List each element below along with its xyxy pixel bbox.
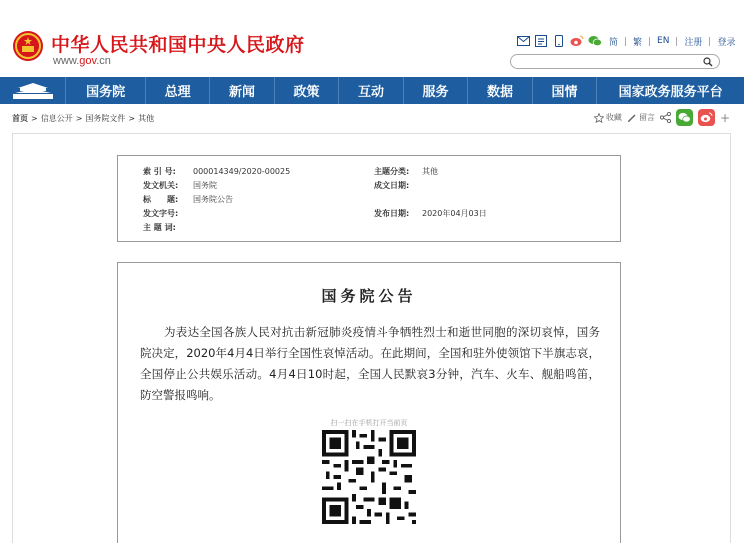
rss-icon[interactable] <box>534 35 548 47</box>
breadcrumb-separator: > <box>31 114 38 123</box>
site-url-cn: cn <box>99 55 111 67</box>
wechat-icon[interactable] <box>588 35 602 47</box>
nav-item-national-info[interactable]: 国情 <box>533 77 597 104</box>
nav-item-interaction[interactable]: 互动 <box>339 77 403 104</box>
search-icon[interactable] <box>703 57 713 67</box>
site-title[interactable]: 中华人民共和国中央人民政府 <box>51 34 305 56</box>
meta-title-label: 标 题: <box>143 195 179 204</box>
site-url-www: www. <box>53 55 80 67</box>
qr-code[interactable] <box>322 430 416 524</box>
mail-icon[interactable] <box>516 35 530 47</box>
favorite-button[interactable] <box>594 112 622 123</box>
lang-english-link[interactable]: EN <box>657 36 670 46</box>
share-weibo-button[interactable] <box>698 109 715 126</box>
search-bar <box>510 54 720 69</box>
favorite-label: 收藏 <box>605 113 622 122</box>
toolbar-divider <box>709 37 710 46</box>
meta-topic-label: 主题分类: <box>374 167 410 176</box>
meta-topic-value: 其他 <box>422 167 438 176</box>
article-body: 为表达全国各族人民对抗击新冠肺炎疫情斗争牺牲烈士和逝世同胞的深切哀悼，国务院决定，2020年4月4日举行全国性哀悼活动。在此期间，全国和驻外使领馆下半旗志哀，全国停止公共娱乐活动。4月4日10时起，全国人民默哀3分钟，汽车、火车、舰船鸣笛，防空警报鸣响。 <box>140 325 600 402</box>
meta-doc-no-label: 发文字号: <box>143 209 179 218</box>
wechat-icon <box>678 112 691 123</box>
article-title: 国务院公告 <box>321 287 417 305</box>
meta-topic-row <box>374 166 438 177</box>
search-input[interactable] <box>519 57 699 70</box>
breadcrumb-separator: > <box>75 114 83 123</box>
tiananmen-icon <box>10 82 56 100</box>
more-share-icon[interactable]: + <box>719 110 730 125</box>
lang-traditional-link[interactable]: 繁 <box>633 37 643 48</box>
share-icon[interactable] <box>660 112 671 123</box>
mobile-icon[interactable] <box>552 35 566 47</box>
weibo-icon[interactable] <box>570 35 584 47</box>
nav-item-policy[interactable]: 政策 <box>275 77 339 104</box>
meta-subject-label: 主 题 词: <box>143 223 176 232</box>
nav-item-news[interactable]: 新闻 <box>210 77 274 104</box>
toolbar-divider <box>649 37 650 46</box>
meta-issuer-label: 发文机关: <box>143 181 179 190</box>
site-url-gov: gov <box>79 55 97 67</box>
header-toolbar <box>516 34 738 48</box>
page-actions <box>594 109 730 126</box>
meta-doc-no-row <box>143 208 191 219</box>
breadcrumb <box>12 113 154 124</box>
meta-title-value: 国务院公告 <box>193 195 233 204</box>
site-header <box>0 0 744 76</box>
nav-item-data[interactable]: 数据 <box>468 77 532 104</box>
pencil-icon <box>627 113 637 123</box>
toolbar-divider <box>676 37 677 46</box>
national-emblem-icon[interactable] <box>12 30 44 62</box>
breadcrumb-other: 其他 <box>138 114 155 123</box>
meta-issuer-value: 国务院 <box>193 181 217 190</box>
nav-item-service[interactable]: 服务 <box>404 77 468 104</box>
breadcrumb-home[interactable]: 首页 <box>12 114 28 123</box>
meta-date-created-label: 成文日期: <box>374 181 410 190</box>
toolbar-divider <box>625 37 626 46</box>
nav-item-gov-service-platform[interactable]: 国家政务服务平台 <box>618 85 723 100</box>
meta-issuer-row <box>143 180 217 191</box>
weibo-icon <box>700 112 713 123</box>
site-url-dot: . <box>96 55 100 67</box>
meta-index-value: 000014349/2020-00025 <box>193 167 291 176</box>
site-url <box>53 55 111 67</box>
meta-pub-date-label: 发布日期: <box>374 209 410 218</box>
main-nav <box>0 77 744 104</box>
star-icon <box>594 113 604 123</box>
lang-simplified-link[interactable]: 简 <box>609 37 619 48</box>
qr-code-label: 扫一扫在手机打开当前页 <box>330 419 408 427</box>
meta-index-row <box>143 166 290 177</box>
breadcrumb-separator: > <box>128 114 136 123</box>
meta-subject-row <box>143 222 191 233</box>
breadcrumb-state-council-docs[interactable]: 国务院文件 <box>85 114 126 123</box>
meta-pub-date-row <box>374 208 487 219</box>
nav-home[interactable] <box>0 77 66 104</box>
register-link[interactable]: 注册 <box>684 37 703 48</box>
meta-date-created-row <box>374 180 422 191</box>
nav-item-state-council[interactable]: 国务院 <box>66 77 145 104</box>
meta-pub-date-value: 2020年04月03日 <box>422 209 487 218</box>
share-wechat-button[interactable] <box>676 109 693 126</box>
breadcrumb-info-disclosure[interactable]: 信息公开 <box>40 114 73 123</box>
comment-label: 留言 <box>638 113 655 122</box>
nav-item-premier[interactable]: 总理 <box>146 77 210 104</box>
meta-index-label: 索 引 号: <box>143 167 176 176</box>
comment-button[interactable] <box>627 112 655 123</box>
login-link[interactable]: 登录 <box>717 37 736 48</box>
meta-title-row <box>143 194 233 205</box>
